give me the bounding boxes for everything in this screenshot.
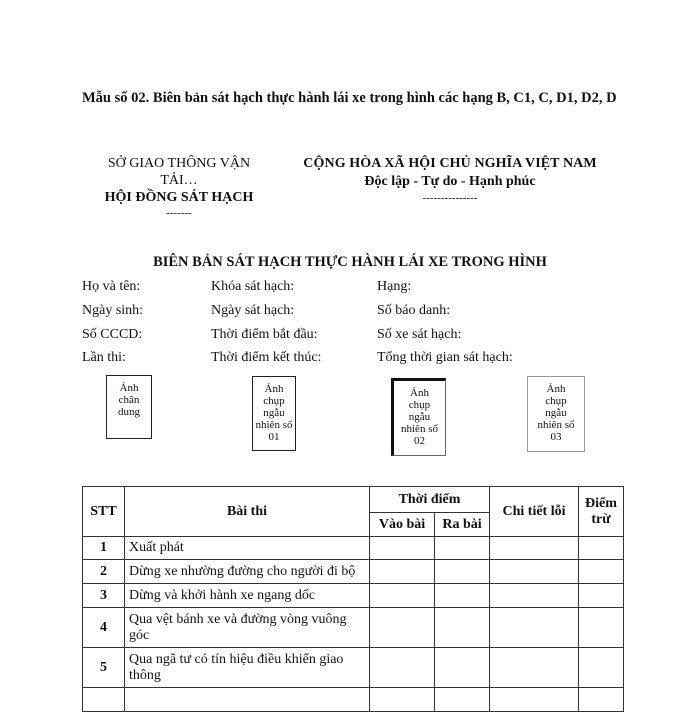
row-exam-item: Qua ngã tư có tín hiệu điều khiển giao thông	[125, 648, 370, 688]
table-row	[83, 584, 624, 608]
row-exam-item: Qua vệt bánh xe và đường vòng vuông góc	[125, 608, 370, 648]
label-id-number: Số CCCD:	[82, 327, 143, 342]
row-number: 3	[83, 584, 125, 608]
label-exam-date: Ngày sát hạch:	[211, 303, 295, 318]
cell-exit	[435, 537, 490, 560]
photo-caption: ngẫu	[408, 411, 431, 423]
random-photo-03-box	[527, 376, 585, 452]
cell-enter	[370, 584, 435, 608]
label-birth-date: Ngày sinh:	[82, 303, 144, 318]
national-header	[285, 155, 615, 205]
cell-error	[490, 537, 579, 560]
label-total-time: Tổng thời gian sát hạch:	[377, 350, 513, 365]
header-enter: Vào bài	[370, 513, 435, 537]
photo-caption: Ảnh	[264, 383, 284, 395]
label-start-time: Thời điểm bắt đầu:	[211, 327, 318, 342]
table-row	[83, 608, 624, 648]
cell-error	[490, 560, 579, 584]
label-vehicle-number: Số xe sát hạch:	[377, 327, 462, 342]
table-row	[83, 648, 624, 688]
header-time-point: Thời điểm	[370, 487, 490, 513]
cell-deduction	[579, 560, 624, 584]
random-photo-02-box	[391, 378, 446, 456]
photo-caption: Ảnh	[119, 382, 139, 394]
row-exam-item: Dừng và khởi hành xe ngang dốc	[125, 584, 370, 608]
row-number: 2	[83, 560, 125, 584]
cell-enter	[370, 560, 435, 584]
random-photo-01-box	[252, 376, 296, 451]
photo-caption: ngẫu	[263, 407, 285, 419]
photo-caption: chân	[118, 394, 140, 406]
cell-exit	[435, 560, 490, 584]
header-exam-item: Bài thi	[125, 487, 370, 537]
header-stt: STT	[83, 487, 125, 537]
photo-caption: Ảnh	[410, 387, 429, 399]
row-exam-item: Xuất phát	[125, 537, 370, 560]
motto-divider: ---------------	[422, 192, 478, 204]
photo-caption: chụp	[408, 399, 431, 411]
exam-results-table	[82, 486, 624, 712]
photo-caption: chụp	[263, 395, 285, 407]
photo-caption: chụp	[545, 395, 567, 407]
row-number: 4	[83, 608, 125, 648]
photo-caption: 01	[268, 431, 280, 443]
photo-caption: dung	[118, 406, 140, 418]
row-exam-item: Dừng xe nhường đường cho người đi bộ	[125, 560, 370, 584]
council-name: HỘI ĐỒNG SÁT HẠCH	[104, 190, 254, 205]
cell-deduction	[579, 584, 624, 608]
portrait-photo-box	[106, 375, 152, 439]
cell-enter	[370, 537, 435, 560]
country-name: CỘNG HÒA XÃ HỘI CHỦ NGHĨA VIỆT NAM	[303, 156, 597, 171]
label-class: Hạng:	[377, 279, 412, 294]
national-motto: Độc lập - Tự do - Hạnh phúc	[364, 174, 536, 189]
cell-error	[490, 608, 579, 648]
label-attempt: Lần thi:	[82, 350, 126, 365]
photo-caption: 02	[414, 435, 425, 447]
cell-exit	[435, 648, 490, 688]
header-deduction: Điểm trừ	[579, 487, 624, 537]
label-candidate-number: Số báo danh:	[377, 303, 451, 318]
header-error-detail: Chi tiết lỗi	[490, 487, 579, 537]
document-title: BIÊN BẢN SÁT HẠCH THỰC HÀNH LÁI XE TRONG HÌNH	[153, 254, 547, 270]
row-number: 5	[83, 648, 125, 688]
cell-deduction	[579, 537, 624, 560]
photo-caption: Ảnh	[546, 383, 566, 395]
row-number: 1	[83, 537, 125, 560]
cell-deduction	[579, 608, 624, 648]
photo-caption: nhiên số	[255, 419, 293, 431]
cell-enter	[370, 608, 435, 648]
cell-exit	[435, 584, 490, 608]
label-course: Khóa sát hạch:	[211, 279, 295, 294]
photo-caption: nhiên số	[537, 419, 575, 431]
table-row	[83, 537, 624, 560]
photo-caption: ngẫu	[545, 407, 567, 419]
table-row	[83, 560, 624, 584]
form-number-title: Mẫu số 02. Biên bản sát hạch thực hành lái xe trong hình các hạng B, C1, C, D1, D2, D	[82, 90, 617, 106]
label-full-name: Họ và tên:	[82, 279, 141, 294]
cell-enter	[370, 648, 435, 688]
department-name: SỞ GIAO THÔNG VẬN TẢI…	[107, 156, 251, 188]
photo-caption: 03	[550, 431, 562, 443]
cell-error	[490, 648, 579, 688]
issuing-organization	[96, 155, 262, 220]
photo-caption: nhiên số	[401, 423, 438, 435]
label-end-time: Thời điểm kết thúc:	[211, 350, 322, 365]
header-exit: Ra bài	[435, 513, 490, 537]
cell-exit	[435, 608, 490, 648]
cell-deduction	[579, 648, 624, 688]
org-divider: -------	[166, 207, 192, 219]
cell-error	[490, 584, 579, 608]
